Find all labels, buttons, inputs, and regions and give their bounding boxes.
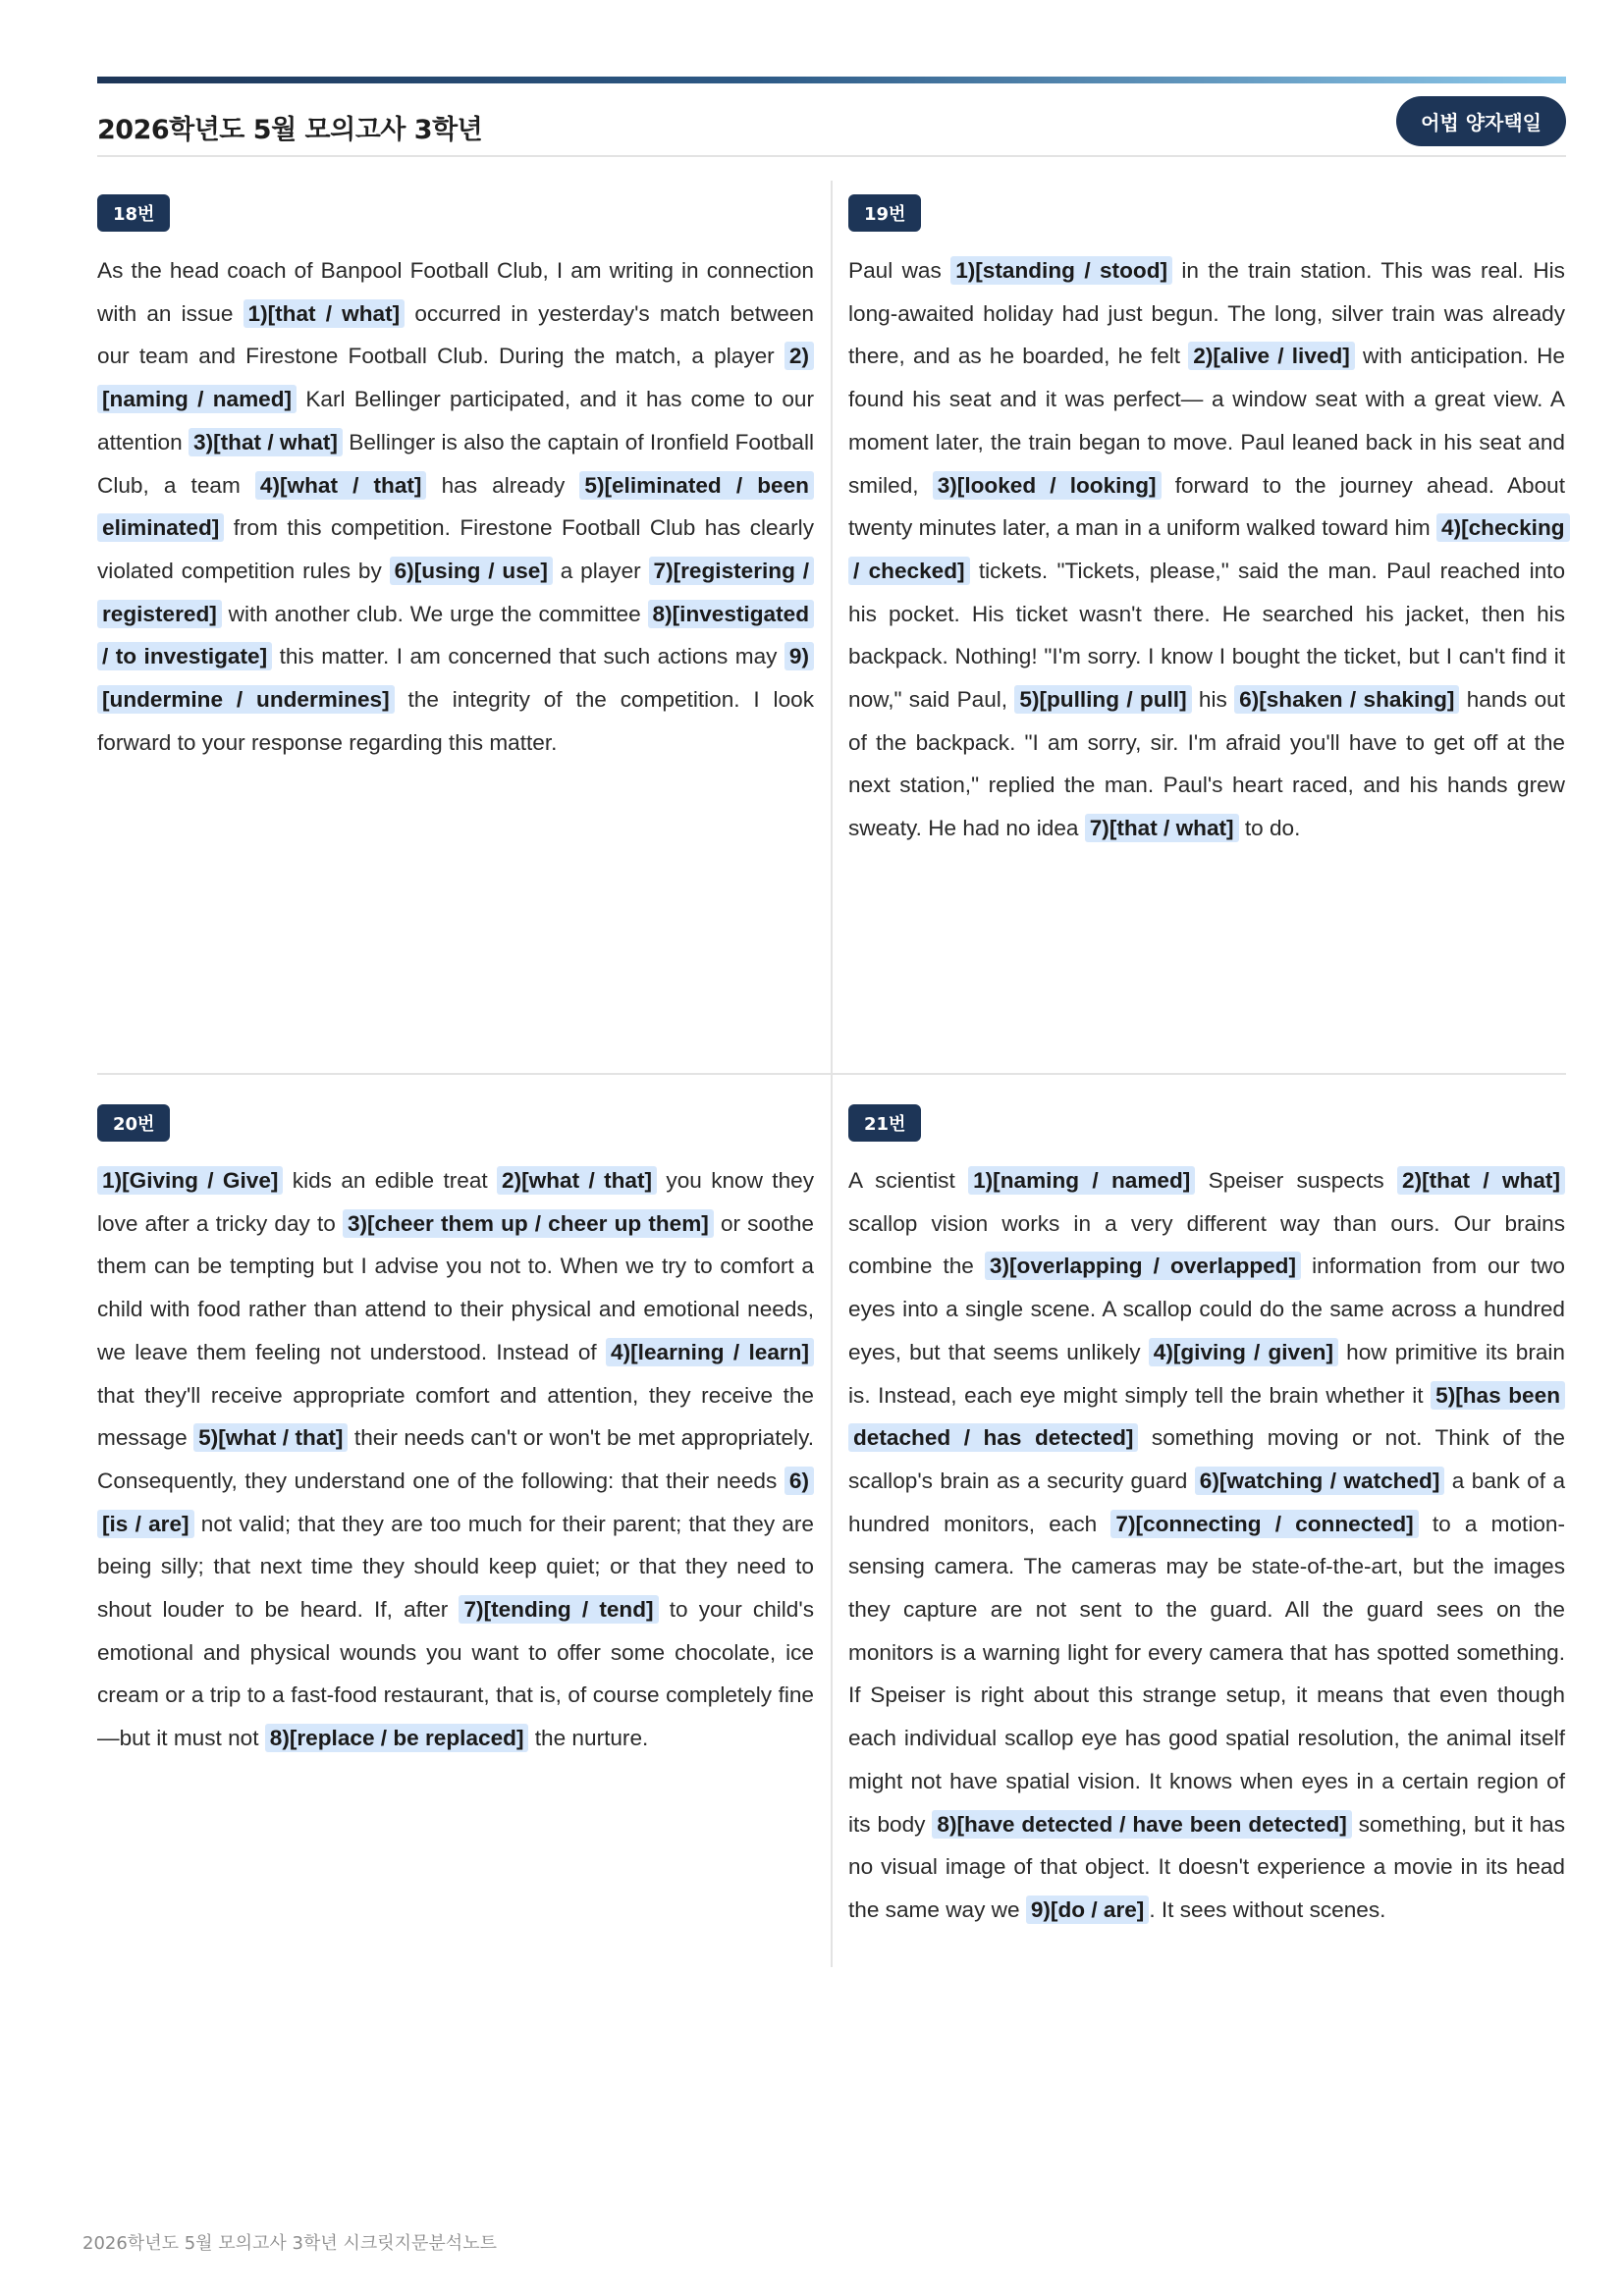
passage-fragment: . It sees without scenes. <box>1149 1896 1386 1922</box>
question-number-badge: 18번 <box>97 194 170 232</box>
passage-fragment: a bank of a hundred monitors, each <box>848 1468 1566 1536</box>
grammar-choice-blank: 3)[that / what] <box>189 428 343 456</box>
question-21 <box>848 1104 1565 1932</box>
question-number-badge: 20번 <box>97 1104 170 1142</box>
passage-fragment: their needs can't or won't be met appropriately. Consequently, they understand one of the following: that their needs <box>97 1425 814 1493</box>
grammar-choice-blank: 1)[Giving / Give] <box>97 1166 283 1195</box>
grammar-choice-blank: 5)[what / that] <box>193 1423 348 1452</box>
grammar-choice-blank: 4)[what / that] <box>255 471 427 500</box>
grammar-choice-blank: 8)[replace / be replaced] <box>265 1724 529 1752</box>
passage-fragment: Karl Bellinger participated, and it has come to our attention <box>97 387 814 454</box>
page-footer: 2026학년도 5월 모의고사 3학년 시크릿지문분석노트 <box>82 2233 497 2254</box>
grammar-choice-blank: 9)[do / are] <box>1026 1896 1150 1924</box>
grammar-choice-blank: 5)[eliminated / been eliminated] <box>97 471 814 543</box>
grammar-choice-blank: 8)[have detected / have been detected] <box>932 1810 1351 1839</box>
question-20 <box>97 1104 814 1760</box>
grammar-choice-blank: 1)[standing / stood] <box>950 256 1172 285</box>
grammar-choice-blank: 3)[looked / looking] <box>933 471 1162 500</box>
question-number-badge: 21번 <box>848 1104 921 1142</box>
grammar-choice-blank: 4)[learning / learn] <box>606 1338 814 1366</box>
grammar-choice-blank: 1)[that / what] <box>243 299 406 328</box>
page-header <box>97 98 1566 157</box>
grammar-choice-blank: 6)[shaken / shaking] <box>1234 685 1459 714</box>
grammar-choice-blank: 2)[alive / lived] <box>1188 342 1355 370</box>
grammar-choice-blank: 1)[naming / named] <box>968 1166 1195 1195</box>
category-badge: 어법 양자택일 <box>1396 96 1566 146</box>
grammar-choice-blank: 3)[overlapping / overlapped] <box>985 1252 1301 1280</box>
passage-fragment: to do. <box>1238 816 1301 841</box>
passage-fragment: his <box>1191 687 1235 713</box>
passage-fragment: from this competition. Firestone Football Club has clearly violated competition rules by <box>97 515 814 583</box>
grammar-choice-blank: 7)[connecting / connected] <box>1110 1510 1418 1538</box>
grammar-choice-blank: 7)[registering / registered] <box>97 557 814 628</box>
header-accent-bar <box>97 77 1566 83</box>
passage-fragment: Bellinger is also the captain of Ironfield Football Club, a team <box>97 429 814 498</box>
passage-text <box>848 1159 1565 1932</box>
grammar-choice-blank: 2)[what / that] <box>497 1166 657 1195</box>
grammar-choice-blank: 4)[giving / given] <box>1149 1338 1338 1366</box>
passage-fragment: how primitive its brain is. Instead, each eye might simply tell the brain whether it <box>848 1339 1565 1408</box>
grammar-choice-blank: 8)[investigated / to investigate] <box>97 600 814 671</box>
grammar-choice-blank: 9)[undermine / undermines] <box>97 642 814 714</box>
passage-text <box>848 249 1565 850</box>
grammar-choice-blank: 5)[has been detached / has detected] <box>848 1381 1565 1453</box>
grammar-choice-blank: 7)[tending / tend] <box>459 1595 658 1624</box>
passage-fragment: with anticipation. He found his seat and it was perfect— a window seat with a great view. A moment later, the train began to move. Paul leaned back in his seat and smiled, <box>848 344 1565 498</box>
grammar-choice-blank: 2)[that / what] <box>1397 1166 1565 1195</box>
grammar-choice-blank: 6)[using / use] <box>390 557 553 585</box>
grammar-choice-blank: 7)[that / what] <box>1085 814 1239 842</box>
question-18 <box>97 194 814 764</box>
passage-fragment: kids an edible treat <box>283 1168 498 1193</box>
passage-fragment: something, but it has no visual image of that object. It doesn't experience a movie in its head the same way we <box>848 1811 1566 1922</box>
passage-fragment: As the head coach of Banpool Football Club, I am writing in connection with an issue <box>97 258 814 326</box>
passage-text <box>97 1159 814 1760</box>
grammar-choice-blank: 4)[checking / checked] <box>848 513 1570 585</box>
passage-fragment: that they'll receive appropriate comfort and attention, they receive the message <box>97 1382 814 1451</box>
grammar-choice-blank: 6)[watching / watched] <box>1195 1467 1445 1495</box>
passage-fragment: the nurture. <box>528 1726 649 1751</box>
passage-fragment: information from our two eyes into a single scene. A scallop could do the same across a hundred eyes, but that seems unlikely <box>848 1254 1565 1364</box>
question-19 <box>848 194 1565 850</box>
passage-fragment: hands out of the backpack. "I am sorry, sir. I'm afraid you'll have to get off at the next station," replied the man. Paul's heart raced, and his hands grew sweaty. He had no idea <box>848 687 1565 841</box>
row-divider <box>97 1073 1566 1075</box>
passage-fragment: to a motion-sensing camera. The cameras may be state-of-the-art, but the images they capture are not sent to the guard. All the guard sees on the monitors is a warning light for every camera that has spotted something. If Speiser is right about this strange setup, it means that even though each individual scallop eye has good spatial resolution, the animal itself might not have spatial vision. It knows when eyes in a certain region of its body <box>848 1511 1565 1837</box>
passage-fragment: occurred in yesterday's match between our team and Firestone Football Club. During the match, a player <box>97 300 814 369</box>
passage-fragment: this matter. I am concerned that such actions may <box>272 644 784 669</box>
passage-fragment: in the train station. This was real. His long-awaited holiday had just begun. The long, silver train was already there, and as he boarded, he felt <box>848 258 1565 369</box>
passage-fragment: something moving or not. Think of the scallop's brain as a security guard <box>848 1425 1565 1493</box>
passage-fragment: to your child's emotional and physical wounds you want to offer some chocolate, ice cream or a trip to a fast-food restaurant, that is, of course completely fine—but it must not <box>97 1597 814 1751</box>
passage-text <box>97 249 814 764</box>
passage-fragment: A scientist <box>848 1168 969 1193</box>
passage-fragment: Speiser suspects <box>1195 1168 1398 1193</box>
grammar-choice-blank: 5)[pulling / pull] <box>1014 685 1191 714</box>
grammar-choice-blank: 2)[naming / named] <box>97 342 814 413</box>
passage-fragment: the integrity of the competition. I look forward to your response regarding this matter. <box>97 687 814 755</box>
passage-fragment: with another club. We urge the committee <box>221 601 648 626</box>
passage-fragment: tickets. "Tickets, please," said the man. Paul reached into his pocket. His ticket wasn't there. He searched his jacket, then his backpack. Nothing! "I'm sorry. I know I bought the ticket, but I can't find it now," said Paul, <box>848 558 1566 713</box>
passage-fragment: a player <box>552 558 649 583</box>
grammar-choice-blank: 6)[is / are] <box>97 1467 814 1538</box>
page-title: 2026학년도 5월 모의고사 3학년 <box>97 114 483 145</box>
passage-fragment: not valid; that they are too much for their parent; that they are being silly; that next time they should keep quiet; or that they need to shout louder to be heard. If, after <box>97 1511 814 1623</box>
passage-fragment: you know they love after a tricky day to <box>97 1168 814 1236</box>
question-number-badge: 19번 <box>848 194 921 232</box>
passage-fragment: or soothe them can be tempting but I advise you not to. When we try to comfort a child with food rather than attend to their physical and emotional needs, we leave them feeling not understood. Instead of <box>97 1210 814 1364</box>
passage-fragment: forward to the journey ahead. About twenty minutes later, a man in a uniform walked toward him <box>848 472 1566 541</box>
passage-fragment: scallop vision works in a very different way than ours. Our brains combine the <box>848 1210 1565 1279</box>
passage-fragment: Paul was <box>848 258 951 283</box>
passage-fragment: has already <box>426 472 580 498</box>
grammar-choice-blank: 3)[cheer them up / cheer up them] <box>343 1209 714 1238</box>
